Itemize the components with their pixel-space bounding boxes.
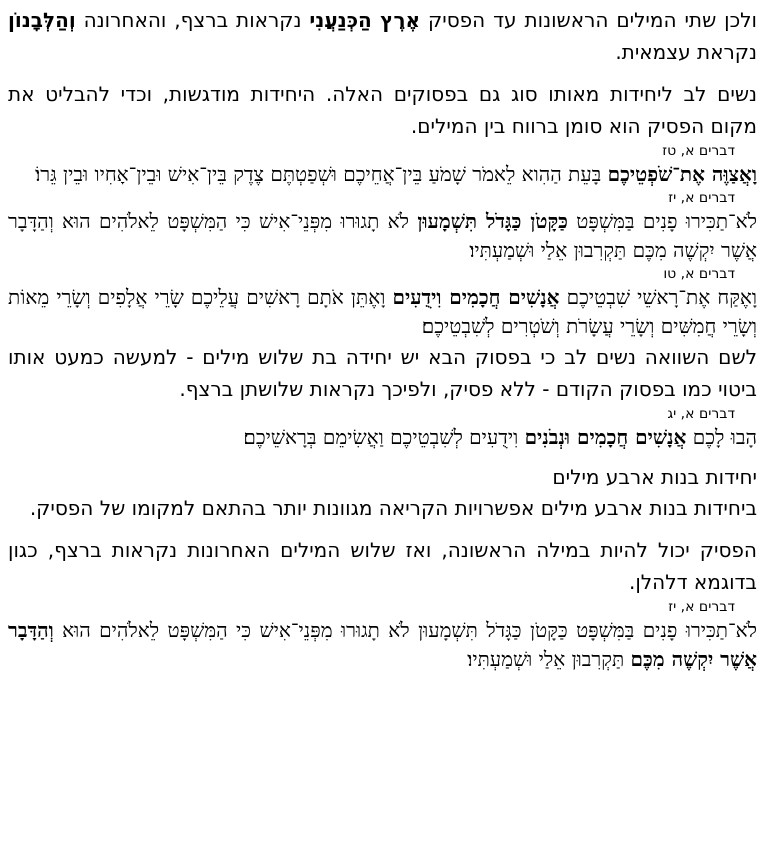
verse-text: וִידֻעִים לְשִׁבְטֵיכֶם וַאֲשִׂימֵם בְּרָאשֵׁיכֶם׃ <box>243 425 519 449</box>
verse-text: וָאֶתֵּן אֹתָם רָאשִׁים <box>246 285 386 309</box>
verse-text: בֵּין־אִישׁ וּבֵין־אָחִיו וּבֵין גֵּרוֹ׃ <box>35 162 227 186</box>
verse-highlight: וְהַדָּבָר אֲשֶׁר יִקְשֶׁה מִכֶּם <box>8 618 757 671</box>
intro-text-b: נקראות ברצף, והאחרונה <box>83 8 302 32</box>
verse-highlight: אֲנָשִׁים חֲכָמִים וִידֻעִים <box>392 285 560 309</box>
section-heading: יחידות בנות ארבע מילים <box>552 465 757 489</box>
intro-text-a: ולכן שתי המילים הראשונות עד הפסיק <box>428 8 757 32</box>
verse-example-2 <box>8 207 757 265</box>
intro-paragraph-1 <box>8 4 757 68</box>
verse-text: לֵאלֹהִים הוּא <box>62 618 160 642</box>
verse-text: בָּעֵת הַהִוא לֵאמֹר שָׁמֹעַ בֵּין־אֲחֵיכֶם וּשְׁפַטְתֶּם צֶדֶק <box>233 162 602 186</box>
verse-reference: דברים א, טו <box>663 266 735 282</box>
verse-reference: דברים א, טז <box>662 143 735 159</box>
verse-text: וָאֶקַּח אֶת־רָאשֵׁי שִׁבְטֵיכֶם <box>566 285 758 309</box>
verse-text: הַמִּשְׁפָּט לֵאלֹהִים הוּא וְהַדָּבָר אֲשֶׁר יִקְשֶׁה מִכֶּם תַּקְרִבוּן אֵלַי וּשְׁמַעְתִּיו׃ <box>8 209 757 262</box>
verse-example-4 <box>8 423 757 452</box>
verse-example-3 <box>8 283 757 341</box>
verse-example-5 <box>8 616 757 674</box>
verse-text: לֹא־תַכִּירוּ פָנִים בַּמִּשְׁפָּט <box>576 209 758 233</box>
intro-paragraph-2: נשים לב ליחידות מאותו סוג גם בפסוקים האלה. היחידות מודגשות, וכדי להבליט את מקום הפסיק הוא סומן ברווח בין המילים. <box>8 82 757 138</box>
intro-text-c: נקראת עצמאית. <box>615 40 757 64</box>
verse-text: עֲלֵיכֶם שָׂרֵי אֲלָפִים וְשָׂרֵי מֵאוֹת וְשָׂרֵי חֲמִשִּׁים וְשָׂרֵי עֲשָׂרֹת וְשֹׁטְרִים לְשִׁבְטֵיכֶם׃ <box>8 285 757 338</box>
verse-reference: דברים א, יז <box>668 599 735 615</box>
verse-highlight: וָאֲצַוֶּה אֶת־שֹׁפְטֵיכֶם <box>607 162 757 186</box>
intro-bold-phrase: אֶרֶץ הַכְּנַעֲנִי <box>309 8 421 32</box>
verse-highlight: אֲנָשִׁים חֲכָמִים וּנְבֹנִים <box>524 425 687 449</box>
section-paragraph-2: הפסיק יכול להיות במילה הראשונה, ואז שלוש המילים האחרונות נקראות ברצף, כגון בדוגמא דלהלן. <box>8 538 757 594</box>
intro-bold-word: וְהַלְּבָנוֹן <box>8 8 76 32</box>
verse-text: הָבוּ לָכֶם <box>692 425 757 449</box>
verse-text: לֹא־תַכִּירוּ פָנִים בַּמִּשְׁפָּט כַּקָּטֹן כַּגָּדֹל תִּשְׁמָעוּן לֹא תָגוּרוּ מִפְּנֵי־אִישׁ כִּי הַמִּשְׁפָּט <box>167 618 757 642</box>
verse-text: לֹא תָגוּרוּ מִפְּנֵי־אִישׁ כִּי <box>235 209 410 233</box>
section-paragraph-1: ביחידות בנות ארבע מילים אפשרויות הקריאה מגוונות יותר בהתאם למקומו של הפסיק. <box>29 496 757 520</box>
verse-reference: דברים א, יג <box>667 406 735 422</box>
verse-reference: דברים א, יז <box>668 190 735 206</box>
verse-example-1 <box>8 160 757 189</box>
verse-highlight: כַּקָּטֹן כַּגָּדֹל תִּשְׁמָעוּן <box>417 209 568 233</box>
verse-text: תַּקְרִבוּן אֵלַי וּשְׁמַעְתִּיו׃ <box>467 647 625 671</box>
comparison-paragraph: לשם השוואה נשים לב כי בפסוק הבא יש יחידה בת שלוש מילים - למעשה כמעט אותו ביטוי כמו בפסוק הקודם - ללא פסיק, ולפיכך נקראות שלושתן ברצף. <box>8 345 757 401</box>
